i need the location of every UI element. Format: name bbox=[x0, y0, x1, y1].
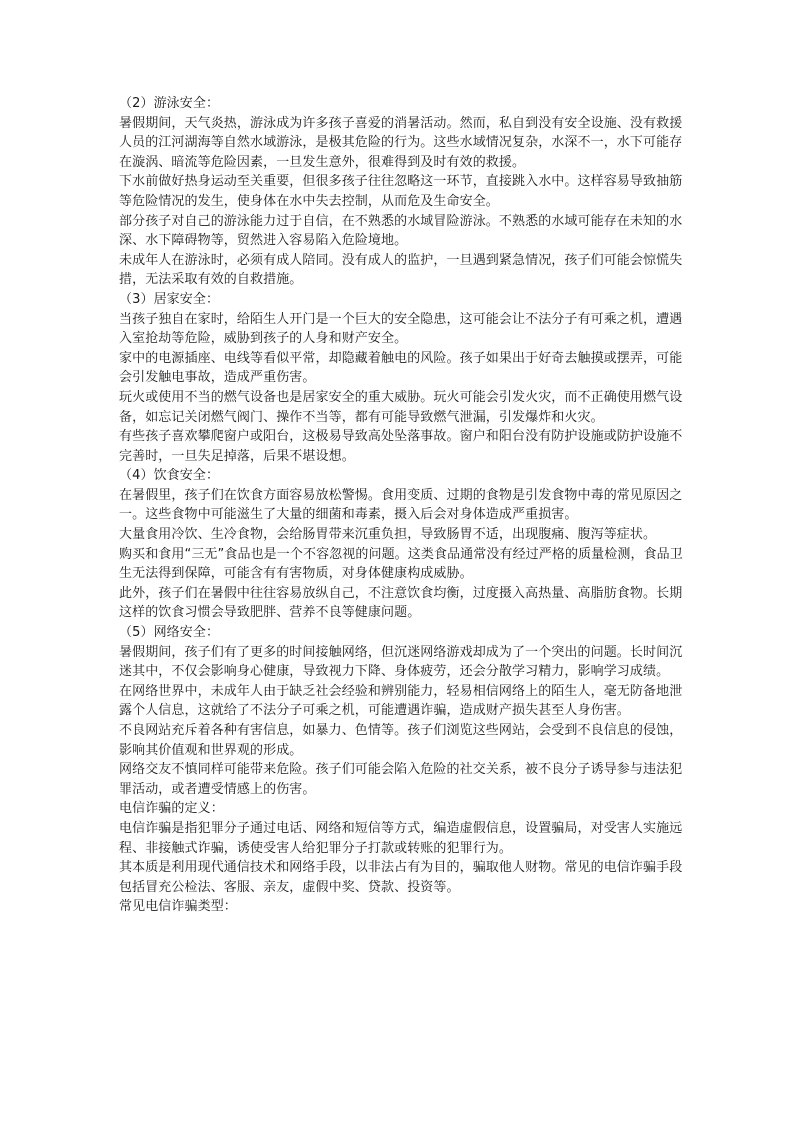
section-heading-swimming: （2）游泳安全： bbox=[119, 96, 220, 111]
paragraph: 网络交友不慎同样可能带来危险。孩子们可能会陷入危险的社交关系，被不良分子诱导参与违法犯罪活动，或者遭受情感上的伤害。 bbox=[119, 762, 683, 797]
paragraph: 下水前做好热身运动至关重要，但很多孩子往往忽略这一环节，直接跳入水中。这样容易导致抽筋等危险情况的发生，使身体在水中失去控制，从而危及生命安全。 bbox=[119, 174, 683, 209]
document-page bbox=[119, 94, 685, 917]
section-heading-internet: （5）网络安全： bbox=[119, 625, 220, 641]
paragraph: 暑假期间，孩子们有了更多的时间接触网络，但沉迷网络游戏却成为了一个突出的问题。长时间沉迷其中，不仅会影响身心健康，导致视力下降、身体疲劳，还会分散学习精力，影响学习成绩。 bbox=[119, 644, 683, 680]
paragraph: 此外，孩子们在暑假中往往容易放纵自己，不注意饮食均衡，过度摄入高热量、高脂肪食物。长期这样的饮食习惯会导致肥胖、营养不良等健康问题。 bbox=[119, 585, 683, 621]
paragraph: 大量食用冷饮、生冷食物，会给肠胃带来沉重负担，导致肠胃不适，出现腹痛、腹泻等症状。 bbox=[119, 527, 657, 543]
paragraph: 当孩子独自在家时，给陌生人开门是一个巨大的安全隐患，这可能会让不法分子有可乘之机，遭遇入室抢劫等危险，威胁到孩子的人身和财产安全。 bbox=[119, 311, 683, 347]
section-heading-fraud-definition: 电信诈骗的定义： bbox=[119, 801, 224, 817]
paragraph: 其本质是利用现代通信技术和网络手段，以非法占有为目的，骗取他人财物。常见的电信诈骗手段包括冒充公检法、客服、亲友，虚假中奖、贷款、投资等。 bbox=[119, 860, 683, 895]
paragraph: 不良网站充斥着各种有害信息，如暴力、色情等。孩子们浏览这些网站，会受到不良信息的侵蚀，影响其价值观和世界观的形成。 bbox=[119, 723, 683, 758]
paragraph: 在暑假里，孩子们在饮食方面容易放松警惕。食用变质、过期的食物是引发食物中毒的常见原因之一。这些食物中可能滋生了大量的细菌和毒素，摄入后会对身体造成严重损害。 bbox=[119, 487, 683, 523]
paragraph: 在网络世界中，未成年人由于缺乏社会经验和辨别能力，轻易相信网络上的陌生人，毫无防备地泄露个人信息，这就给了不法分子可乘之机，可能遭遇诈骗，造成财产损失甚至人身伤害。 bbox=[119, 683, 683, 719]
paragraph: 部分孩子对自己的游泳能力过于自信，在不熟悉的水域冒险游泳。不熟悉的水域可能存在未知的水深、水下障碍物等，贸然进入容易陷入危险境地。 bbox=[119, 213, 683, 249]
paragraph: 家中的电源插座、电线等看似平常，却隐藏着触电的风险。孩子如果出于好奇去触摸或摆弄，可能会引发触电事故，造成严重伤害。 bbox=[119, 350, 683, 386]
paragraph: 未成年人在游泳时，必须有成人陪同。没有成人的监护，一旦遇到紧急情况，孩子们可能会惊慌失措，无法采取有效的自救措施。 bbox=[119, 252, 683, 288]
paragraph: 电信诈骗是指犯罪分子通过电话、网络和短信等方式，编造虚假信息，设置骗局，对受害人实施远程、非接触式诈骗，诱使受害人给犯罪分子打款或转账的犯罪行为。 bbox=[119, 820, 683, 856]
paragraph: 暑假期间，天气炎热，游泳成为许多孩子喜爱的消暑活动。然而，私自到没有安全设施、没有救援人员的江河湖海等自然水域游泳，是极其危险的行为。这些水域情况复杂，水深不一，水下可能存在漩涡、暗流等危险因素，一旦发生意外，很难得到及时有效的救援。 bbox=[119, 115, 683, 170]
paragraph: 玩火或使用不当的燃气设备也是居家安全的重大威胁。玩火可能会引发火灾，而不正确使用燃气设备，如忘记关闭燃气阀门、操作不当等，都有可能导致燃气泄漏，引发爆炸和火灾。 bbox=[119, 389, 683, 425]
paragraph: 购买和食用“三无”食品也是一个不容忽视的问题。这类食品通常没有经过严格的质量检测，食品卫生无法得到保障，可能含有有害物质，对身体健康构成威胁。 bbox=[119, 546, 683, 582]
section-heading-fraud-types: 常见电信诈骗类型： bbox=[119, 899, 237, 915]
section-heading-food: （4）饮食安全： bbox=[119, 468, 220, 484]
paragraph: 有些孩子喜欢攀爬窗户或阳台，这极易导致高处坠落事故。窗户和阳台没有防护设施或防护设施不完善时，一旦失足掉落，后果不堪设想。 bbox=[119, 429, 683, 464]
section-heading-home: （3）居家安全： bbox=[119, 291, 220, 307]
